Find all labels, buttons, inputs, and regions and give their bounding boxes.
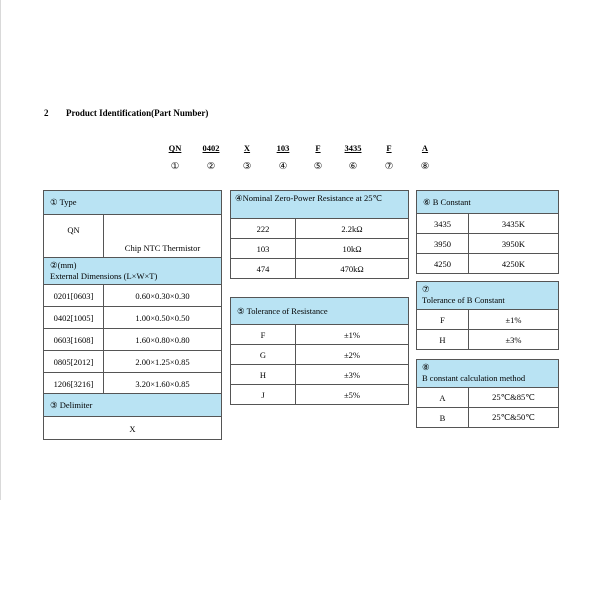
- b-value: 3435K: [469, 214, 559, 234]
- size-code: 0402[1005]: [44, 307, 104, 329]
- table-row: [44, 373, 221, 395]
- tolerance-table-body: [231, 325, 408, 404]
- pn-code: QN: [168, 143, 182, 153]
- pn-code: X: [243, 143, 251, 153]
- tolerance-code: J: [231, 385, 296, 405]
- resistance-code: 103: [231, 239, 296, 259]
- resistance-table: [230, 190, 409, 279]
- b-method-value: 25℃&85℃: [469, 388, 559, 408]
- table-row: [231, 365, 408, 385]
- table-row: [417, 234, 558, 254]
- type-description: Chip NTC Thermistor: [104, 215, 222, 259]
- b-method-table-header: [417, 360, 558, 388]
- table-row: [44, 285, 221, 307]
- b-tolerance-header-line2: Tolerance of B Constant: [422, 295, 505, 305]
- b-tolerance-table-header: [417, 282, 558, 310]
- tolerance-code: G: [231, 345, 296, 365]
- tolerance-code: F: [260, 329, 266, 340]
- pn-code: A: [421, 143, 429, 153]
- section-heading: [44, 108, 208, 118]
- size-dimensions: 2.00×1.25×0.85: [104, 351, 222, 373]
- delimiter-value: X: [129, 424, 136, 434]
- table-row: [417, 388, 558, 408]
- pn-code: F: [315, 143, 321, 153]
- resistance-code: 474: [231, 259, 296, 279]
- resistance-code: 222: [256, 223, 270, 234]
- table-row: [44, 215, 221, 259]
- b-method-table-body: [417, 388, 558, 427]
- b-method-header-line2: B constant calculation method: [422, 373, 526, 383]
- table-row: [231, 385, 408, 405]
- resistance-table-body: [231, 219, 408, 278]
- table-row: [417, 330, 558, 350]
- table-row: [417, 310, 558, 330]
- resistance-value: 470kΩ: [296, 259, 409, 279]
- resistance-table-header: ④Nominal Zero-Power Resistance at 25℃: [231, 191, 408, 219]
- table-row: [417, 214, 558, 234]
- pn-index: ③: [242, 162, 252, 172]
- b-tolerance-table-body: [417, 310, 558, 349]
- table-row: [417, 408, 558, 428]
- pn-index: ⑦: [384, 162, 394, 172]
- tolerance-code: H: [231, 365, 296, 385]
- tolerance-value: ±3%: [296, 365, 409, 385]
- size-dimensions: 1.60×0.80×0.80: [104, 329, 222, 351]
- table-row: [44, 307, 221, 329]
- tolerance-value: ±5%: [296, 385, 409, 405]
- b-code: 4250: [417, 254, 469, 274]
- pn-code: F: [386, 143, 392, 153]
- type-table-body: [44, 215, 221, 259]
- size-code: 0805[2012]: [44, 351, 104, 373]
- b-constant-table-body: [417, 214, 558, 273]
- b-tolerance-code: H: [417, 330, 469, 350]
- type-table: [43, 190, 222, 260]
- size-dimensions: 0.60×0.30×0.30: [104, 285, 222, 307]
- b-constant-table: [416, 190, 559, 274]
- b-method-header-line1: ⑧: [422, 362, 430, 372]
- dimensions-table-body: [44, 285, 221, 394]
- dimensions-table: [43, 257, 222, 395]
- size-dimensions: 3.20×1.60×0.85: [104, 373, 222, 395]
- type-code: QN: [67, 225, 80, 235]
- b-method-code: B: [417, 408, 469, 428]
- tolerance-table: [230, 297, 409, 405]
- table-row: [417, 254, 558, 274]
- pn-code: 0402: [202, 143, 220, 153]
- table-row: [231, 239, 408, 259]
- tolerance-value: ±1%: [296, 325, 409, 345]
- tolerance-table-header: ⑤ Tolerance of Resistance: [231, 298, 408, 325]
- dimensions-table-header: [44, 258, 221, 285]
- pn-index: ⑧: [420, 162, 430, 172]
- b-tolerance-value: ±1%: [469, 310, 559, 330]
- table-row: [231, 345, 408, 365]
- size-code: 0603[1608]: [44, 329, 104, 351]
- table-row: [231, 325, 408, 345]
- pn-index: ⑤: [313, 162, 323, 172]
- delimiter-table-header: ③ Delimiter: [44, 394, 221, 417]
- pn-index: ①: [170, 162, 180, 172]
- b-constant-table-header: ⑥ B Constant: [417, 191, 558, 214]
- b-code: 3435: [434, 218, 451, 229]
- b-tolerance-value: ±3%: [469, 330, 559, 350]
- type-table-header: ① Type: [44, 191, 221, 215]
- pn-code: 103: [276, 143, 290, 153]
- table-row: [44, 329, 221, 351]
- section-number: 2: [44, 108, 49, 118]
- pn-index: ④: [278, 162, 288, 172]
- table-row: [44, 351, 221, 373]
- pn-code: 3435: [344, 143, 362, 153]
- b-tolerance-code: F: [440, 314, 445, 325]
- section-title: Product Identification(Part Number): [66, 108, 209, 118]
- b-tolerance-header-line1: ⑦: [422, 284, 430, 294]
- delimiter-table: [43, 393, 222, 440]
- b-value: 3950K: [469, 234, 559, 254]
- dimensions-header-line1: ②(mm): [50, 260, 77, 270]
- b-value: 4250K: [469, 254, 559, 274]
- size-code: 0201[0603]: [53, 290, 94, 301]
- pn-index: ⑥: [348, 162, 358, 172]
- b-method-value: 25℃&50℃: [469, 408, 559, 428]
- page-edge-line: [0, 0, 1, 500]
- delimiter-table-body: [44, 417, 221, 439]
- table-row: [231, 259, 408, 279]
- table-row: [44, 417, 221, 439]
- pn-index: ②: [206, 162, 216, 172]
- table-row: [231, 219, 408, 239]
- dimensions-header-line2: External Dimensions (L×W×T): [50, 271, 158, 281]
- size-code: 1206[3216]: [44, 373, 104, 395]
- resistance-value: 2.2kΩ: [296, 219, 409, 239]
- b-method-code: A: [439, 392, 446, 403]
- b-method-table: [416, 359, 559, 428]
- b-tolerance-table: [416, 281, 559, 350]
- tolerance-value: ±2%: [296, 345, 409, 365]
- size-dimensions: 1.00×0.50×0.50: [104, 307, 222, 329]
- resistance-value: 10kΩ: [296, 239, 409, 259]
- b-code: 3950: [417, 234, 469, 254]
